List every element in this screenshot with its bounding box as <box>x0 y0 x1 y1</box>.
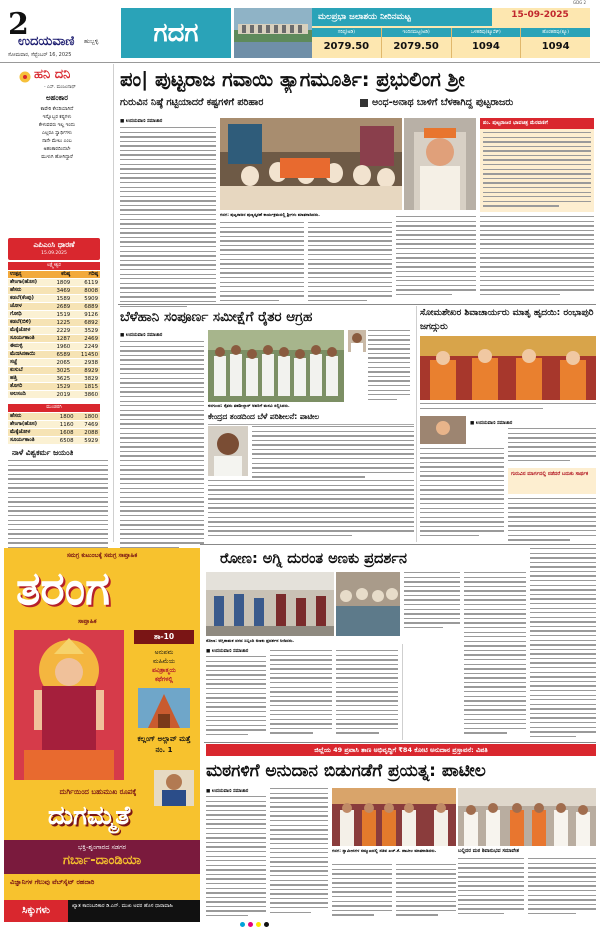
commodity-cell: ಸೂರ್ಯಕಾಂತಿ <box>8 335 49 343</box>
story3-dateline: ■ ಉದಯವಾಣಿ ಸಮಾಚಾರ <box>470 421 513 426</box>
right-col-text-1 <box>464 572 526 740</box>
bottom-kicker: ಜಿಲ್ಲೆಯ 49 ಪ್ರವಾಸಿ ತಾಣ ಅಭಿವೃದ್ಧಿಗೆ ₹84 ಕೋಟಿ ಅನುದಾನ ಪ್ರಸ್ತಾವನೆ: ವಿಪತಿ <box>206 744 596 756</box>
ad-subtitle: ಸಾಪ್ತಾಹಿಕ <box>78 618 97 625</box>
market-col <box>382 28 452 58</box>
market-col <box>312 28 382 58</box>
story4-photo-2 <box>336 572 400 636</box>
apmc-title: ಎಪಿಎಂಸಿ ಧಾರಣೆ <box>33 240 75 249</box>
story3-headline: ಸೋಮಶೇಖರ ಶಿವಾಚಾರ್ಯರು ಮಾತೃ ಹೃದಯಿ: ರಂಭಾಪುರಿ ಜಗದ್ಗುರು <box>420 308 594 332</box>
quote-title: ಅಹಂಕಾರ <box>46 94 68 102</box>
apmc-row <box>8 351 100 359</box>
max-price-cell: 6889 <box>72 303 100 311</box>
taranga-ad <box>4 548 200 922</box>
max-price-cell: 2249 <box>72 343 100 351</box>
section-rule <box>200 544 596 545</box>
ad-band-line: ಭಕ್ತಿ-ಶೃಂಗಾರದ ಸಡಗರ <box>77 843 127 851</box>
ad-title: ತರಂಗ <box>16 561 110 615</box>
lead-body-col5 <box>480 216 594 302</box>
lead-headline: ಪಂ| ಪುಟ್ಟರಾಜ ಗವಾಯಿ ತ್ಯಾಗಮೂರ್ತಿ: ಪ್ರಭುಲಿಂಗ ಶ್ರೀ <box>120 68 465 91</box>
goddess-image <box>14 630 124 780</box>
bottom-body-col6 <box>528 858 596 922</box>
story2-inset-title: ಕೇಂದ್ರದ ತಂಡದಿಂದ ಬೆಳೆ ಪರಿಶೀಲನೆ: ಪಾಟೀಲ <box>208 412 414 425</box>
ad-feature: ಕಥೆಗಳಲ್ಲಿ <box>155 676 173 683</box>
story3-caption <box>420 403 596 417</box>
bottom-photo-caption: ಗದಗ: ಸ್ವಾಮೀಜಿಗಳ ಸಮ್ಮುಖದಲ್ಲಿ ಸಚಿವ ಎಚ್.ಕೆ. ಪಾಟೀಲ ಮಾತನಾಡಿದರು. <box>332 848 437 853</box>
lead-dateline: ■ ಉದಯವಾಣಿ ಸಮಾಚಾರ <box>120 119 163 124</box>
text-block <box>120 127 216 307</box>
lead-photo <box>220 118 402 210</box>
dam-image <box>234 8 312 58</box>
quote-line: ಕಾವೇರಿ ಕೇಸರಿಯಾಗಿದೆ <box>40 107 74 112</box>
ad-feature: ಮಹಿಮೆಯ <box>152 658 175 665</box>
bottom-side-title: ಬಲ್ಲಿದರ ಮಠ ಶಿವಾನುಭವ ಸಮಾವೇಶ <box>458 848 520 854</box>
story3-body-col3 <box>508 498 596 542</box>
story2-headline: ಬೆಳೆಹಾನಿ ಸಂಪೂರ್ಣ ಸಮೀಕ್ಷೆಗೆ ರೈತರ ಆಗ್ರಹ <box>120 309 313 325</box>
bottom-body-col2 <box>270 788 328 922</box>
apmc-row <box>8 311 100 319</box>
min-price-cell: 1960 <box>49 343 72 351</box>
max-price-cell: 2938 <box>72 359 100 367</box>
market-label: ಹೊರಹರಿವು(ಕ್ಯೂ) <box>521 28 590 37</box>
story3-photo <box>420 336 596 400</box>
market-label: ಗರಿಷ್ಠ(ಅಡಿ) <box>312 28 381 37</box>
min-price-cell: 6589 <box>49 351 72 359</box>
temple-image <box>138 688 190 728</box>
market-value: 1094 <box>541 41 570 52</box>
min-price-cell: 1519 <box>49 311 72 319</box>
max-price-cell: 2088 <box>76 429 101 437</box>
apmc-subhead-2: ಮುಂಡರಗಿ <box>8 404 100 412</box>
commodity-cell: ಗೋಧಿ <box>8 311 49 319</box>
ad-features <box>134 648 194 684</box>
bottom-photo <box>332 788 456 846</box>
story4-photo-caption: ರೋಣ: ಅಗ್ನಿಶಾಮಕ ದಳದ ಸಿಬ್ಬಂದಿ ಅಣಕು ಪ್ರದರ್ಶನ ನೀಡಿದರು. <box>206 638 295 643</box>
apmc-row <box>8 359 100 367</box>
apmc-row <box>8 287 100 295</box>
story3-quote-text: ಗುರುವಿನ ಮಾರ್ಗದಲ್ಲಿ ನಡೆದರೆ ಬದುಕು ಸಾರ್ಥಕ <box>511 471 589 477</box>
max-price-cell: 7469 <box>76 421 101 429</box>
honey-author: - ಎಸ್. ಮಂಜುನಾಥ್ <box>44 85 76 90</box>
apmc-row <box>8 413 100 421</box>
max-price-cell: 3529 <box>72 327 100 335</box>
max-price-cell: 1800 <box>76 413 101 421</box>
story4-body-col2 <box>270 650 332 738</box>
lead-box <box>480 118 594 212</box>
story4-photo <box>206 572 334 636</box>
ad-extra: ವಿಜ್ಞಾನಿಗಳ ಗೆಲುವು ವೆಬ್‌ಸೈಟ್ ರಹದಾರಿ <box>10 878 95 886</box>
story2-dateline: ■ ಉದಯವಾಣಿ ಸಮಾಚಾರ <box>120 333 163 338</box>
story3-body-col1 <box>420 448 504 542</box>
ad-band-title: ಗರ್ಬಾ-ದಾಂಡಿಯಾ <box>62 853 142 868</box>
ad-footer-left: ಸಿಕ್ಕುಗಳು <box>4 900 68 922</box>
masthead <box>0 0 600 63</box>
bottom-body-col4 <box>396 864 456 922</box>
apmc-row <box>8 383 100 391</box>
market-col <box>452 28 522 58</box>
apmc-header-row <box>8 271 100 279</box>
ad-story-sub: ದುರ್ಗಿಯಿಂದ ಬಹುಮುಖ ರೂಪಕ್ಕೆ <box>59 788 137 796</box>
market-value: 1094 <box>471 41 500 52</box>
farmer-portrait-image <box>348 330 366 352</box>
fire-drill-image <box>206 572 334 636</box>
apmc-row <box>8 367 100 375</box>
apmc-row <box>8 279 100 287</box>
ad-date-box <box>134 630 194 644</box>
apmc-row <box>8 429 100 437</box>
lead-photo-2 <box>404 118 476 210</box>
bottom-dateline: ■ ಉದಯವಾಣಿ ಸಮಾಚಾರ <box>206 789 249 794</box>
story4-body-col1 <box>206 656 266 738</box>
commodity-cell: ಸೂರ್ಯಕಾಂತಿ <box>8 437 51 445</box>
section-banner <box>121 8 231 58</box>
max-price-cell: 2469 <box>72 335 100 343</box>
commodity-cell: ಮೆಕ್ಕೆಜೋಳ <box>8 429 51 437</box>
page-number: 2 <box>8 7 29 42</box>
right-col-text-2 <box>530 548 596 740</box>
max-price-cell: 5909 <box>72 295 100 303</box>
ad-feature: ಅನುಪಮ <box>154 649 174 656</box>
apmc-header-cell: ಉತ್ಪನ್ನ <box>8 271 49 279</box>
market-col <box>521 28 590 58</box>
lead-subhead-left: ಗುರುವಿನ ನಿಷ್ಠೆ ಗಟ್ಟಿಯಾದರೆ ಕಷ್ಟಗಳಿಗೆ ಪರಿಹಾರ <box>120 97 264 108</box>
commodity-cell: ಮೆಣಸಿನಕಾಯಿ <box>8 351 49 359</box>
lead-body-col3 <box>308 222 392 302</box>
min-price-cell: 2019 <box>49 391 72 399</box>
min-price-cell: 1589 <box>49 295 72 303</box>
story2-inset <box>208 412 414 542</box>
commodity-cell: ಹೆಸರು <box>8 413 51 421</box>
min-price-cell: 6508 <box>51 437 75 445</box>
crowd-image <box>336 572 400 636</box>
min-price-cell: 1160 <box>51 421 75 429</box>
quote-line: ಅಹಂಕಾರದಿಂದಲೇ <box>43 147 71 152</box>
lead-box-title: ಪಂ. ಪುಟ್ಟರಾಜರ ಭಾವಚಿತ್ರ ಮೆರವಣಿಗೆ <box>480 118 594 129</box>
min-price-cell: 1529 <box>49 383 72 391</box>
lead-body-col2 <box>220 222 304 302</box>
story3-quote <box>508 468 596 494</box>
sidebar <box>4 64 110 538</box>
apmc-row <box>8 391 100 399</box>
gathering-image <box>458 788 596 846</box>
ad-column: ಕಲ್ಲಂಗ್ ಅಲ್ಲಾವ್ ಮತ್ತೆ ನಂ. 1 <box>137 735 191 754</box>
story2-photo <box>208 330 344 402</box>
ceremony-image <box>220 118 402 210</box>
max-price-cell: 11450 <box>72 351 100 359</box>
bottom-body-col5 <box>458 858 524 922</box>
story4-dateline: ■ ಉದಯವಾಣಿ ಸಮಾಚಾರ <box>206 649 249 654</box>
market-title: ಮಲಪ್ರಭಾ ಜಲಾಶಯ ನೀರಿನಮಟ್ಟ <box>312 8 492 26</box>
max-price-cell: 6892 <box>72 319 100 327</box>
min-price-cell: 2229 <box>49 327 72 335</box>
lead-photo-caption: ಗದಗ: ಪುಟ್ಟರಾಜರ ಪುಣ್ಯಸ್ಮರಣೆ ಕಾರ್ಯಕ್ರಮದಲ್ಲಿ ಶ್ರೀಗಳು ಮಾತನಾಡಿದರು. <box>220 212 320 217</box>
apmc-header <box>8 238 100 260</box>
ad-top-line: ಸಮಗ್ರ ಕುಟುಂಬಕ್ಕೆ ಸಮಗ್ರ ಸಾಪ್ತಾಹಿಕ <box>66 552 138 559</box>
honey-logo-icon <box>18 68 32 82</box>
bottom-body-col1 <box>206 796 266 922</box>
ad-date-label: ತಾ-10 <box>153 632 175 641</box>
quote-line: ನಾನೇ ಮೇಲು ಎಂಬ <box>42 139 72 144</box>
lead-subhead-right: ಅಂಧ-ಅನಾಥ ಬಾಳಿಗೆ ಬೆಳಕಾಗಿದ್ದ ಪುಟ್ಟರಾಜರು <box>372 97 514 108</box>
text-block <box>120 341 204 555</box>
max-price-cell: 5929 <box>76 437 101 445</box>
commodity-cell: ಅಲಸಂದಿ <box>8 391 49 399</box>
story4-headline: ರೋಣ: ಅಗ್ನಿ ದುರಂತ ಅಣಕು ಪ್ರದರ್ಶನ <box>220 551 407 567</box>
market-date: 15-09-2025 <box>511 10 569 20</box>
swamiji-image <box>332 788 456 846</box>
min-price-cell: 1225 <box>49 319 72 327</box>
lead-body-col1 <box>120 118 216 307</box>
quote-line: ಕೇಳುವವರು ಇಲ್ಲ ಇಂದು <box>38 123 76 128</box>
market-label: ಇಂದಿನಮಟ್ಟ(ಅಡಿ) <box>382 28 451 37</box>
separator-square-icon <box>360 99 368 107</box>
text-block <box>368 330 410 410</box>
apmc-date: 15.09.2025 <box>41 251 67 256</box>
column-rule <box>113 64 114 542</box>
apmc-row <box>8 437 100 445</box>
story2-body-col1 <box>120 332 204 555</box>
commodity-cell: ಕಡಲೆ(ಕೆಂಪು) <box>8 295 49 303</box>
portrait-image <box>404 118 476 210</box>
min-price-cell: 2689 <box>49 303 72 311</box>
commodity-cell: ಕುಸುಬೆ <box>8 367 49 375</box>
max-price-cell: 3860 <box>72 391 100 399</box>
min-price-cell: 3025 <box>49 367 72 375</box>
story2-photo-caption: ನರಗುಂದ: ರೈತರು ತಹಶೀಲ್ದಾರ್ ಅವರಿಗೆ ಮನವಿ ಸಲ್ಲಿಸಿದರು. <box>208 403 290 408</box>
ad-band <box>4 840 200 874</box>
registration-marks <box>240 922 360 927</box>
official-portrait-image <box>208 426 248 476</box>
paper-name: ಉದಯವಾಣಿ <box>18 34 75 49</box>
market-row <box>312 28 590 58</box>
market-value: 2079.50 <box>393 41 439 52</box>
commodity-cell: ಈರುಳ್ಳಿ <box>8 343 49 351</box>
bottom-headline: ಮಠಗಳಿಗೆ ಅನುದಾನ ಬಿಡುಗಡೆಗೆ ಪ್ರಯತ್ನ: ಪಾಟೀಲ <box>206 761 486 781</box>
farmers-image <box>208 330 344 402</box>
quote-line: ಎಲ್ಲರೂ ಸ್ವಾರ್ಥಿಗಳು <box>42 131 72 136</box>
apmc-row <box>8 327 100 335</box>
section-title: ಗದಗ <box>153 18 199 48</box>
commodity-cell: ಶೇಂಗಾ(ಹೊಸ) <box>8 279 49 287</box>
column-rule <box>402 644 403 740</box>
date-line: ಸೋಮವಾರ, ಸೆಪ್ಟೆಂಬರ್ 16, 2025 <box>8 52 72 58</box>
min-price-cell: 1287 <box>49 335 72 343</box>
apmc-table <box>8 271 100 399</box>
story2-side-note <box>348 330 410 410</box>
market-box <box>312 8 590 58</box>
edition-name: ಹುಬ್ಬಳ್ಳಿ <box>84 38 99 45</box>
min-price-cell: 3625 <box>49 375 72 383</box>
bottom-photo-2 <box>458 788 596 846</box>
max-price-cell: 3829 <box>72 375 100 383</box>
text-block <box>480 129 594 209</box>
apmc-header-cell: ಗರಿಷ್ಠ <box>72 271 100 279</box>
section-rule <box>204 742 596 743</box>
ad-story-title: ದುಗಮ್ಮತೆ <box>47 801 131 831</box>
min-price-cell: 1800 <box>51 413 75 421</box>
quote-box <box>6 94 108 224</box>
apmc-row <box>8 343 100 351</box>
section-rule <box>118 304 596 305</box>
text-block <box>208 480 414 540</box>
apmc-header-cell: ಕನಿಷ್ಠ <box>49 271 72 279</box>
apmc-row <box>8 335 100 343</box>
min-price-cell: 1608 <box>51 429 75 437</box>
apmc-row <box>8 295 100 303</box>
max-price-cell: 6119 <box>72 279 100 287</box>
seer-image <box>420 336 596 400</box>
story3-body-col2 <box>508 428 596 468</box>
apmc-subhead: ಲಕ್ಷ್ಮೇಶ್ವರ <box>8 262 100 270</box>
ad-feature: ಪವಿತ್ರಾತ್ಮಯ <box>152 667 176 674</box>
commodity-cell: ಜೋಳ <box>8 303 49 311</box>
apmc-row <box>8 319 100 327</box>
commodity-cell: ಸಜ್ಜೆ <box>8 359 49 367</box>
lead-subhead-bar <box>120 95 594 111</box>
min-price-cell: 2065 <box>49 359 72 367</box>
market-value: 2079.50 <box>323 41 370 52</box>
ad-footer <box>4 900 200 922</box>
apmc-row <box>8 375 100 383</box>
market-label: ಒಳಹರಿವು(ಕ್ಯೂಸೆಕ್) <box>452 28 521 37</box>
max-price-cell: 8008 <box>72 287 100 295</box>
max-price-cell: 9126 <box>72 311 100 319</box>
lead-body-col4 <box>396 216 476 302</box>
quote-line: ಮುಳುಗಿ ಹೋಗಿದ್ದಾರೆ <box>41 155 73 160</box>
story4-body-col3 <box>336 650 398 738</box>
max-price-cell: 1815 <box>72 383 100 391</box>
bottom-body-col3 <box>332 864 392 922</box>
apmc-row <box>8 303 100 311</box>
banner-photo <box>234 8 312 58</box>
masthead-rule <box>0 62 600 63</box>
brief-title: ನಾಳೆ ವಿಶ್ವಕರ್ಮ ಜಯಂತಿ <box>12 448 74 457</box>
min-price-cell: 1809 <box>49 279 72 287</box>
max-price-cell: 8929 <box>72 367 100 375</box>
text-block <box>252 426 414 480</box>
commodity-cell: ಕಡಲೆ(ಬಿಳಿ) <box>8 319 49 327</box>
commodity-cell: ಹೆಸರು <box>8 287 49 295</box>
honey-title: ಹನಿ ದನಿ <box>34 67 71 82</box>
commodity-cell: ಮೆಕ್ಕೆಜೋಳ <box>8 327 49 335</box>
commodity-cell: ಹತ್ತಿ <box>8 375 49 383</box>
page-code: GDG 2 <box>573 0 587 5</box>
quote-line: ಇನ್ನೊಬ್ಬರ ಕಷ್ಟಗಳು <box>42 115 72 120</box>
story4-side-text <box>404 572 460 636</box>
apmc-row <box>8 421 100 429</box>
ad-footer-right: ಖ್ಯಾತ ಕಾದಂಬರಿಕಾರ ಡಿ.ಎನ್. ಮುಖ ಅವರ ಹೊಸ ಧಾರಾವಾಹಿ <box>72 903 173 909</box>
story3-thumb-image <box>420 416 466 444</box>
column-rule <box>416 306 417 542</box>
commodity-cell: ಶೇಂಗಾ(ಹೊಸ) <box>8 421 51 429</box>
min-price-cell: 3469 <box>49 287 72 295</box>
commodity-cell: ತೊಗರಿ <box>8 383 49 391</box>
apmc-table-2 <box>8 413 100 445</box>
